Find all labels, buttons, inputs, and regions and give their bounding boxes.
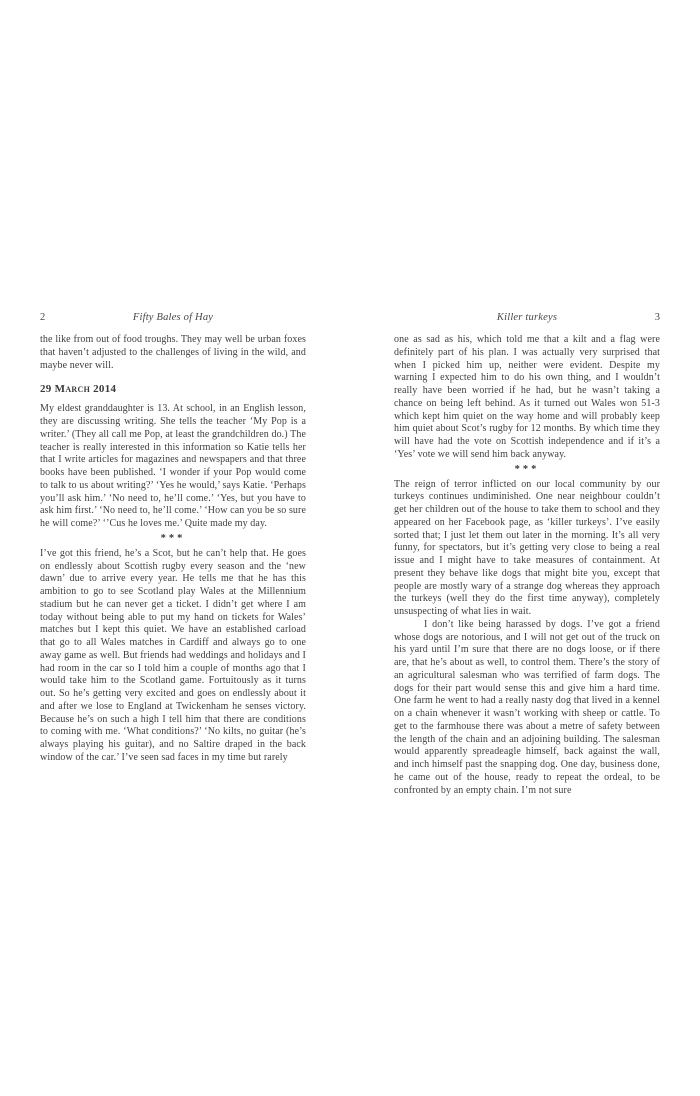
- right-page-header: [394, 312, 660, 323]
- right-page-number: 3: [654, 312, 660, 323]
- section-separator: ***: [160, 532, 186, 544]
- paragraph: I don’t like being harassed by dogs. I’ve got a friend whose dogs are notorious, and I will not get out of the truck on his yard until I’m sure that there are no dogs loose, or if there are, that he’s about as well, to control them. There’s the story of an agricultural salesman who was terrified of farm dogs. The dogs for their part would sense this and give him a hard time. One farm he went to had a really nasty dog that lived in a kennel on a chain whenever it wasn’t working with sheep or cattle. To get to the farmhouse there was about a metre of safety between the length of the chain and an adjoining building. The salesman would apparently spreadeagle himself, back against the wall, and inch himself past the snapping dog. One day, business done, he came out of the house, ready to repeat the ordeal, to be confronted by an empty chain. I’m not sure: [394, 618, 660, 796]
- paragraph: The reign of terror inflicted on our local community by our turkeys continues undiminished. One near neighbour couldn’t get her children out of the house to take them to school and they appeared on her Facebook page, as ‘killer turkeys’. I’ve easily sorted that; I just let them out later in the morning. It’s all very funny, for spectators, but it’s getting very close to being a real issue and I might have to take measures of containment. At present they behave like dogs that might bite you, except that people are mostly wary of a strange dog whereas they approach the turkeys (well they do the first time anyway), completely unsuspecting of what lies in wait.: [394, 478, 660, 617]
- right-page: [394, 312, 660, 797]
- book-spread: [0, 312, 700, 797]
- paragraph: I’ve got this friend, he’s a Scot, but he can’t help that. He goes on endlessly about Scottish rugby every season and the ‘new dawn’ due to arrive every year. He tells me that he has this ambition to go to see Scotland play Wales at the Millennium stadium but he can never get a ticket. I didn’t get where I am today without being able to put my hand on tickets for Wales’ matches but I kept this quiet. We have an established carload that go to all Wales matches in Cardiff and always go to one away game as well. But friends had weddings and holidays and I had room in the car so I told him a couple of months ago that I would take him to the Scotland game. Fortuitously as it turns out. So he’s getting very excited and goes on endlessly about it and after we lose to England at Twickenham he senses victory. Because he’s on such a high I tell him that there are conditions to coming with me. ‘What conditions?’ ‘No kilts, no guitar (he’s always playing his guitar), and no Saltire draped in the back window of the car.’ I’ve seen sad faces in my time but rarely: [40, 547, 306, 763]
- paragraph: My eldest granddaughter is 13. At school, in an English lesson, they are discussing writing. She tells the teacher ‘My Pop is a writer.’ (They all call me Pop, at least the grandchildren do.) The teacher is really interested in this information so Katie tells her that I write articles for magazines and newspapers and that three books have been published. ‘I wonder if your Pop would come to talk to us about writing?’ ‘Yes he would,’ says Katie. ‘Perhaps you’ll ask him.’ ‘No need to, he’ll come.’ ‘Yes, but you have to ask him first.’ ‘No need to, he’ll come.’ ‘How can you be so sure he will come?’ ‘’Cus he loves me.’ Quite made my day.: [40, 403, 306, 529]
- paragraph-continuation: the like from out of food troughs. They may well be urban foxes that haven’t adjusted to the challenges of living in the wild, and maybe never will.: [40, 334, 306, 371]
- date-entry-heading: 29 March 2014: [40, 383, 117, 396]
- section-separator: ***: [514, 463, 540, 475]
- paragraph-continuation: one as sad as his, which told me that a kilt and a flag were definitely part of his plan. I was actually very surprised that when I picked him up, neither were evident. Despite my warning I expected him to do his own thing, and I wouldn’t really have been worried if he had, but he wasn’t taking a chance on being left behind. As it turned out Wales won 51-3 which kept him quiet on the way home and will probably keep him quiet about Scot’s rugby for 12 months. By which time they will have had the vote on Scottish independence and if it’s a ‘Yes’ vote we will send him back anyway.: [394, 334, 660, 460]
- left-page: [40, 312, 306, 797]
- left-page-number: 2: [40, 312, 46, 323]
- right-running-header: Killer turkeys: [496, 312, 558, 323]
- left-page-header: [40, 312, 306, 323]
- left-page-body: [40, 334, 306, 765]
- right-page-body: [394, 334, 660, 797]
- left-running-header: Fifty Bales of Hay: [132, 312, 214, 323]
